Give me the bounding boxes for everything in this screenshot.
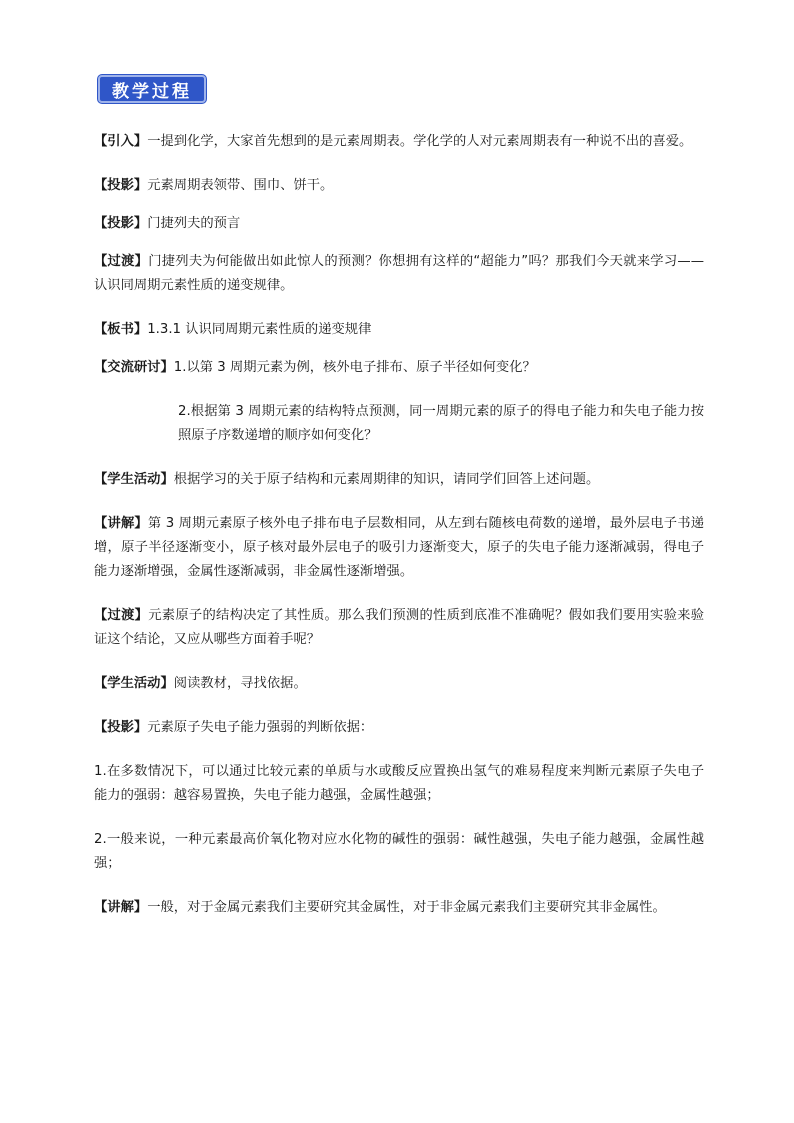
paragraph-student-activity — [94, 468, 704, 492]
paragraph-explanation — [94, 896, 704, 920]
paragraph-text: 一提到化学，大家首先想到的是元素周期表。学化学的人对元素周期表有一种说不出的喜爱。 — [147, 134, 693, 149]
paragraph-tag: 【学生活动】 — [94, 472, 174, 487]
paragraph-tag: 【过渡】 — [94, 254, 149, 269]
paragraph-tag: 【投影】 — [94, 720, 148, 735]
paragraph-board — [94, 318, 704, 342]
paragraph-text: 元素原子失电子能力强弱的判断依据： — [147, 720, 374, 735]
paragraph-text: 1.在多数情况下，可以通过比较元素的单质与水或酸反应置换出氢气的难易程度来判断元素原子失电子能力的强弱：越容易置换，失电子能力越强，金属性越强； — [94, 764, 704, 803]
paragraph-text: 1.3.1 认识同周期元素性质的递变规律 — [147, 322, 372, 337]
paragraph-text: 根据学习的关于原子结构和元素周期律的知识，请同学们回答上述问题。 — [173, 472, 600, 487]
paragraph-tag: 【讲解】 — [94, 516, 148, 531]
paragraph-text: 2.一般来说，一种元素最高价氧化物对应水化物的碱性的强弱：碱性越强，失电子能力越强，金属性越强； — [94, 832, 704, 871]
paragraph-tag: 【引入】 — [94, 134, 148, 149]
paragraph-tag: 【投影】 — [94, 216, 148, 231]
paragraph-text: 1.以第 3 周期元素为例，核外电子排布、原子半径如何变化？ — [173, 360, 536, 375]
paragraph-criterion-1 — [94, 760, 704, 808]
paragraph-projection — [94, 212, 704, 236]
paragraph-discussion-question-2 — [94, 400, 704, 448]
paragraph-text: 2.根据第 3 周期元素的结构特点预测，同一周期元素的原子的得电子能力和失电子能力按照原子序数递增的顺序如何变化？ — [178, 404, 704, 443]
paragraph-text: 阅读教材，寻找依据。 — [173, 676, 307, 691]
paragraph-text: 门捷列夫为何能做出如此惊人的预测？你想拥有这样的“超能力”吗？那我们今天就来学习——认识同周期元素性质的递变规律。 — [94, 254, 704, 293]
paragraph-criterion-2 — [94, 828, 704, 876]
paragraph-intro — [94, 130, 704, 154]
paragraph-text: 元素周期表领带、围巾、饼干。 — [147, 178, 334, 193]
paragraph-explanation — [94, 512, 704, 584]
paragraph-text: 门捷列夫的预言 — [147, 216, 241, 231]
paragraph-text: 第 3 周期元素原子核外电子排布电子层数相同，从左到右随核电荷数的递增，最外层电子书递增，原子半径逐渐变小，原子核对最外层电子的吸引力逐渐变大，原子的失电子能力逐渐减弱，得电子能力逐渐增强，金属性逐渐减弱，非金属性逐渐增强。 — [94, 516, 704, 579]
paragraph-transition — [94, 250, 704, 298]
paragraph-text: 元素原子的结构决定了其性质。那么我们预测的性质到底准不准确呢？假如我们要用实验来验证这个结论，又应从哪些方面着手呢？ — [94, 608, 705, 647]
paragraph-tag: 【交流研讨】 — [94, 360, 174, 375]
paragraph-student-activity — [94, 672, 704, 696]
section-title-badge — [98, 75, 206, 103]
paragraph-tag: 【过渡】 — [94, 608, 149, 623]
paragraph-discussion — [94, 356, 704, 380]
paragraph-tag: 【讲解】 — [94, 900, 148, 915]
paragraph-projection — [94, 716, 704, 740]
paragraph-text: 一般，对于金属元素我们主要研究其金属性，对于非金属元素我们主要研究其非金属性。 — [147, 900, 666, 915]
paragraph-tag: 【学生活动】 — [94, 676, 174, 691]
paragraph-projection — [94, 174, 704, 198]
section-title: 教学过程 — [112, 81, 192, 102]
lesson-body — [94, 130, 704, 940]
paragraph-transition — [94, 604, 704, 652]
paragraph-tag: 【投影】 — [94, 178, 148, 193]
paragraph-tag: 【板书】 — [94, 322, 148, 337]
